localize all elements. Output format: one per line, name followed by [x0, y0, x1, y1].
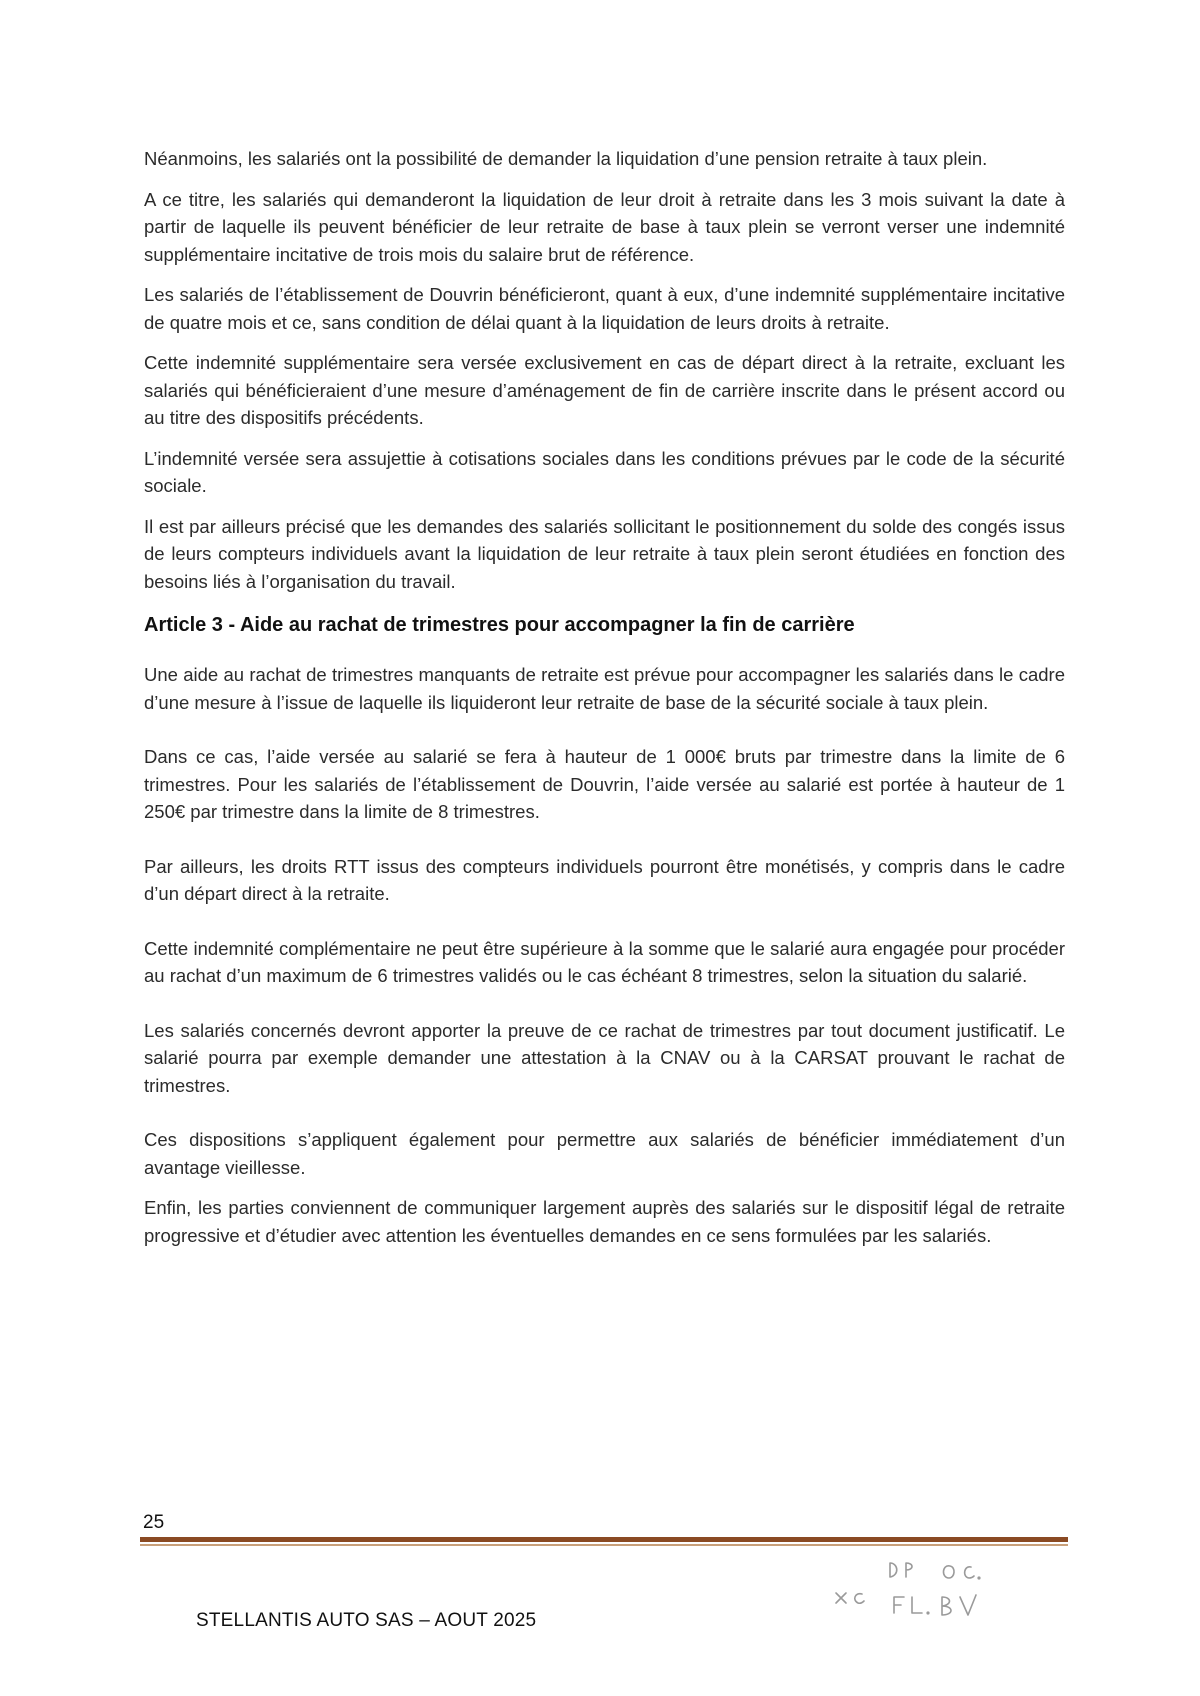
footer-company-text: STELLANTIS AUTO SAS – AOUT 2025	[196, 1610, 537, 1631]
footer-rule	[140, 1537, 1068, 1542]
paragraph: Néanmoins, les salariés ont la possibilité de demander la liquidation d’une pension retraite à taux plein.	[144, 148, 988, 169]
paragraph: Il est par ailleurs précisé que les demandes des salariés sollicitant le positionnement du solde des congés issus de leurs compteurs individuels avant la liquidation de leur retraite à taux plein seront étudiées en fonction des besoins liés à l’organisation du travail.	[144, 515, 1065, 592]
paragraph: Par ailleurs, les droits RTT issus des compteurs individuels pourront être monétisés, y compris dans le cadre d’un départ direct à la retraite.	[144, 855, 1065, 904]
document-body	[144, 145, 1065, 1249]
paragraph: L’indemnité versée sera assujettie à cotisations sociales dans les conditions prévues par le code de la sécurité sociale.	[144, 447, 1065, 496]
paragraph: Enfin, les parties conviennent de communiquer largement auprès des salariés sur le dispositif légal de retraite progressive et d’étudier avec attention les éventuelles demandes en ce sens formulées par les salariés.	[144, 1197, 1065, 1246]
paragraph: Ces dispositions s’appliquent également pour permettre aux salariés de bénéficier immédiatement d’un avantage vieillesse.	[144, 1129, 1065, 1178]
footer-rule-accent	[140, 1544, 1068, 1546]
page-number: 25	[143, 1512, 165, 1533]
handwritten-initials	[828, 1555, 1018, 1625]
paragraph: Cette indemnité supplémentaire sera versée exclusivement en cas de départ direct à la retraite, excluant les salariés qui bénéficieraient d’une mesure d’aménagement de fin de carrière inscrite dans le présent accord ou au titre des dispositifs précédents.	[144, 352, 1065, 428]
paragraph: Les salariés de l’établissement de Douvrin bénéficieront, quant à eux, d’une indemnité supplémentaire incitative de quatre mois et ce, sans condition de délai quant à la liquidation de leurs droits à retraite.	[144, 284, 1065, 333]
paragraph: Dans ce cas, l’aide versée au salarié se fera à hauteur de 1 000€ bruts par trimestre dans la limite de 6 trimestres. Pour les salariés de l’établissement de Douvrin, l’aide versée au salarié est portée à hauteur de 1 250€ par trimestre dans la limite de 8 trimestres.	[144, 746, 1065, 822]
paragraph: Cette indemnité complémentaire ne peut être supérieure à la somme que le salarié aura engagée pour procéder au rachat d’un maximum de 6 trimestres validés ou le cas échéant 8 trimestres, selon la situation du salarié.	[144, 937, 1065, 986]
paragraph: Une aide au rachat de trimestres manquants de retraite est prévue pour accompagner les salariés dans le cadre d’une mesure à l’issue de laquelle ils liquideront leur retraite de base de la sécurité sociale à taux plein.	[144, 664, 1065, 713]
paragraph: A ce titre, les salariés qui demanderont la liquidation de leur droit à retraite dans les 3 mois suivant la date à partir de laquelle ils peuvent bénéficier de leur retraite de base à taux plein se verront verser une indemnité supplémentaire incitative de trois mois du salaire brut de référence.	[144, 188, 1065, 265]
paragraph: Les salariés concernés devront apporter la preuve de ce rachat de trimestres par tout document justificatif. Le salarié pourra par exemple demander une attestation à la CNAV ou à la CARSAT prouvant le rachat de trimestres.	[144, 1019, 1065, 1096]
article-heading: Article 3 - Aide au rachat de trimestres pour accompagner la fin de carrière	[144, 614, 855, 636]
